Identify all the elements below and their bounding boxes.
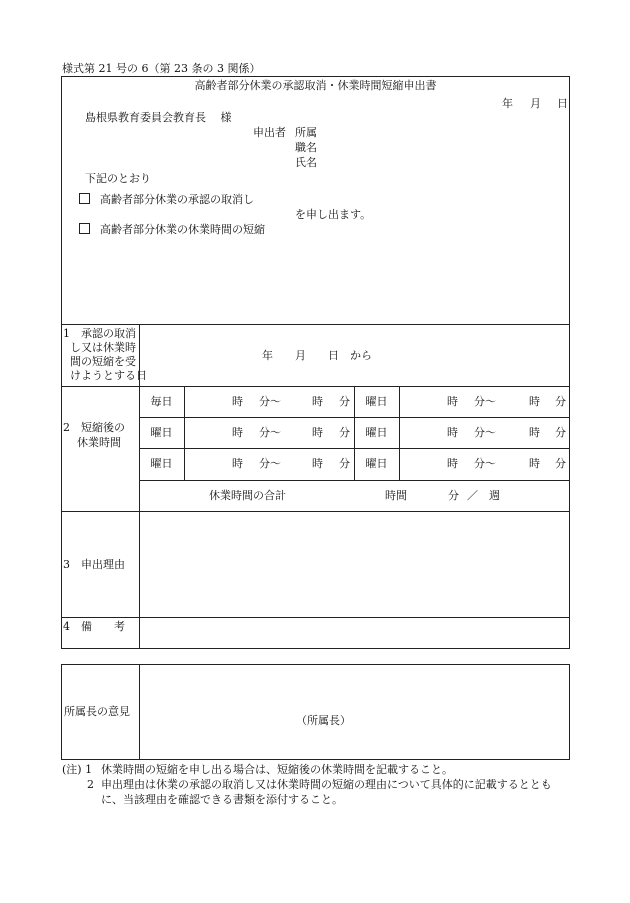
total-per-week: ／ 週 <box>467 489 500 502</box>
row1-left-day: 毎日 <box>150 395 173 408</box>
total-label: 休業時間の合計 <box>209 489 286 502</box>
request-suffix: を申し出ます。 <box>295 208 372 221</box>
remarks-field[interactable] <box>140 618 569 648</box>
divider-section1-top <box>61 324 570 325</box>
row1-left-minute-from: 分～ <box>259 395 281 408</box>
checkbox-cancel[interactable] <box>79 193 90 204</box>
form-number: 様式第 21 号の 6（第 23 条の 3 関係） <box>62 62 261 75</box>
addressee: 島根県教育委員会教育長 様 <box>85 111 232 124</box>
row1-right-hour2: 時 <box>529 395 540 408</box>
option-shorten[interactable] <box>79 223 265 236</box>
opinion-field[interactable] <box>140 665 569 759</box>
grid-vline-right-day <box>399 386 400 480</box>
row1-right-minute: 分 <box>555 395 566 408</box>
row3-left-minute: 分 <box>339 457 350 470</box>
grid-vline-left-day <box>184 386 185 480</box>
option-cancel-label: 高齢者部分休業の承認の取消し <box>100 193 254 206</box>
note1-prefix: (注) 1 <box>62 763 93 776</box>
row1-left-minute: 分 <box>339 395 350 408</box>
row3-left-hour: 時 <box>232 457 243 470</box>
note2-line1: 申出理由は休業の承認の取消し又は休業時間の短縮の理由について具体的に記載するととも <box>101 778 552 791</box>
note2-number: 2 <box>87 778 94 791</box>
row1-right-day: 曜日 <box>365 395 388 408</box>
opinion-label: 所属長の意見 <box>64 705 130 718</box>
total-hours[interactable]: 時間 <box>385 489 407 502</box>
option-cancel[interactable] <box>79 193 254 206</box>
row2-right-day: 曜日 <box>365 426 388 439</box>
date-day-label: 日 <box>557 97 568 110</box>
row3-right-minute: 分 <box>555 457 566 470</box>
section1-label: 1 承認の取消 し又は休業時 間の短縮を受 けようとする日 <box>63 327 147 382</box>
row2-right-minute: 分 <box>555 426 566 439</box>
reason-field[interactable] <box>140 512 569 616</box>
divider-total-top <box>139 480 570 481</box>
checkbox-shorten[interactable] <box>79 223 90 234</box>
row3-right-minute-from: 分～ <box>474 457 496 470</box>
applicant-label: 申出者 <box>253 126 286 139</box>
row1-left-hour: 時 <box>232 395 243 408</box>
option-shorten-label: 高齢者部分休業の休業時間の短縮 <box>100 223 265 236</box>
row2-right-minute-from: 分～ <box>474 426 496 439</box>
row1-right-hour: 時 <box>447 395 458 408</box>
row3-right-day: 曜日 <box>365 457 388 470</box>
row2-left-hour2: 時 <box>312 426 323 439</box>
divider-section2-top <box>61 386 570 387</box>
note1-text: 休業時間の短縮を申し出る場合は、短縮後の休業時間を記載すること。 <box>101 763 453 776</box>
row3-left-day: 曜日 <box>150 457 173 470</box>
section1-date-field[interactable]: 年 月 日 から <box>262 349 372 362</box>
section3-label: 3 申出理由 <box>63 558 125 571</box>
date-year-label: 年 <box>502 97 513 110</box>
row3-left-minute-from: 分～ <box>259 457 281 470</box>
row3-left-hour2: 時 <box>312 457 323 470</box>
form-title: 高齢者部分休業の承認取消・休業時間短縮申出書 <box>194 79 437 92</box>
row2-left-minute: 分 <box>339 426 350 439</box>
row3-right-hour2: 時 <box>529 457 540 470</box>
row3-right-hour: 時 <box>447 457 458 470</box>
date-month-label: 月 <box>530 97 541 110</box>
row2-right-hour2: 時 <box>529 426 540 439</box>
row2-right-hour: 時 <box>447 426 458 439</box>
opinion-signature: （所属長） <box>296 714 351 727</box>
row1-left-hour2: 時 <box>312 395 323 408</box>
note2-line2: に、当該理由を確認できる書類を添付すること。 <box>101 793 343 806</box>
section2-label: 2 短縮後の 休業時間 <box>63 421 125 449</box>
row2-left-minute-from: 分～ <box>259 426 281 439</box>
row2-left-day: 曜日 <box>150 426 173 439</box>
row2-left-hour: 時 <box>232 426 243 439</box>
applicant-position-label: 職名 <box>295 141 317 154</box>
applicant-name-label: 氏名 <box>295 156 317 169</box>
applicant-affiliation-label: 所属 <box>295 126 317 139</box>
total-minutes[interactable]: 分 <box>448 489 459 502</box>
intro-text: 下記のとおり <box>85 172 151 185</box>
section4-label: 4 備 考 <box>63 620 125 633</box>
row1-right-minute-from: 分～ <box>474 395 496 408</box>
